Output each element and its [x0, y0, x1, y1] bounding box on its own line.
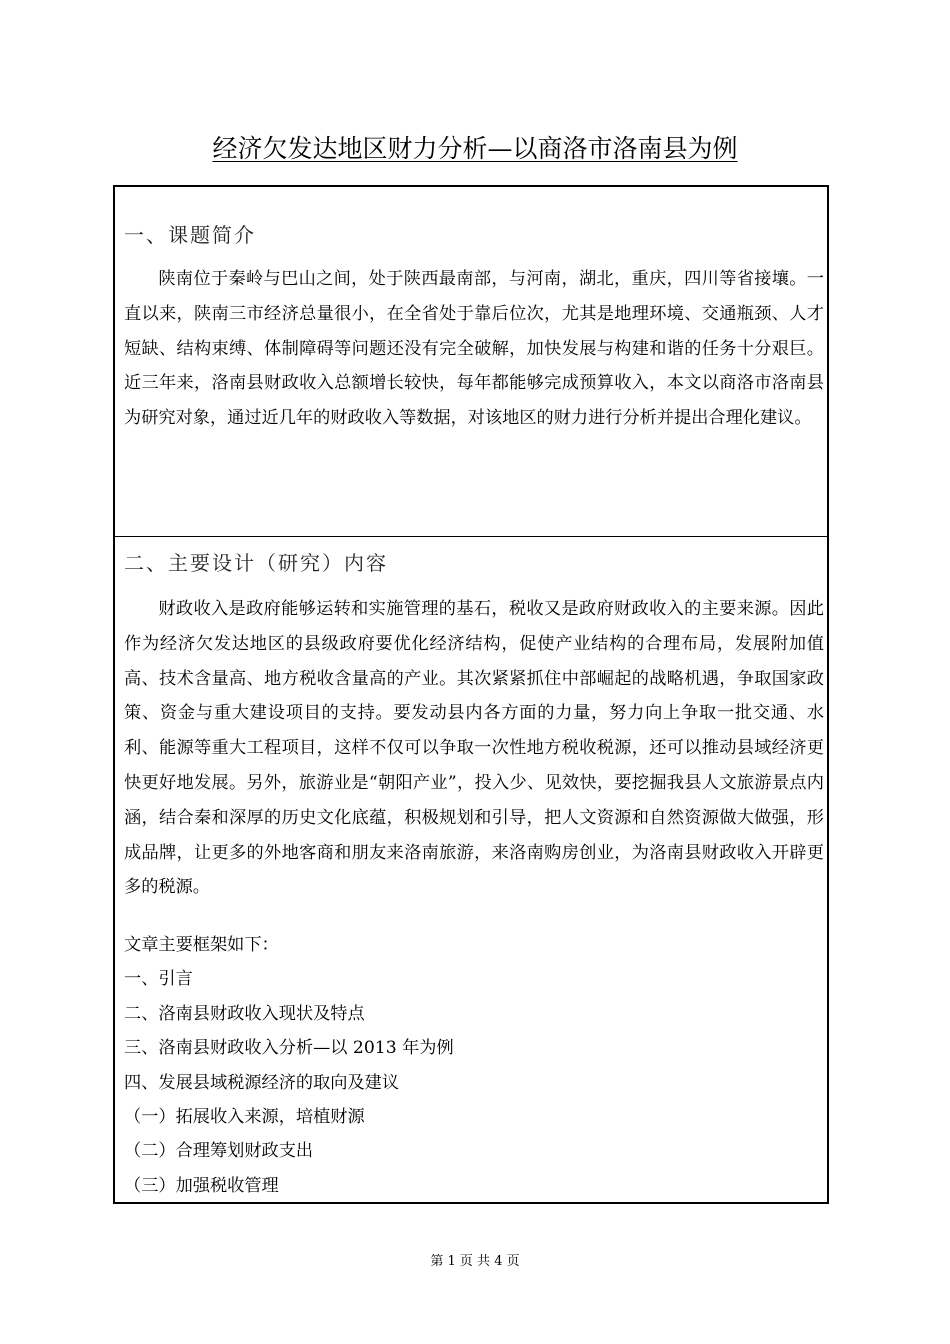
section-2-heading: 二、主要设计（研究）内容 [124, 551, 388, 575]
section-1-paragraph: 陕南位于秦岭与巴山之间，处于陕西最南部，与河南，湖北，重庆，四川等省接壤。一直以来，陕南三市经济总量很小，在全省处于靠后位次，尤其是地理环境、交通瓶颈、人才短缺、结构束缚、体制障碍等问题还没有完全破解，加快发展与构建和谐的任务十分艰巨。近三年来，洛南县财政收入总额增长较快，每年都能够完成预算收入，本文以商洛市洛南县为研究对象，通过近几年的财政收入等数据，对该地区的财力进行分析并提出合理化建议。 [124, 269, 824, 429]
page-number: 第 1 页 共 4 页 [430, 1254, 520, 1269]
outline-list [124, 928, 824, 1203]
outline-item: 四、发展县域税源经济的取向及建议 [124, 1072, 400, 1093]
outline-item: 二、洛南县财政收入现状及特点 [124, 1003, 365, 1024]
outline-item: 三、洛南县财政收入分析—以 2013 年为例 [124, 1038, 454, 1059]
outline-item: 一、引言 [124, 969, 193, 990]
outline-intro: 文章主要框架如下： [124, 935, 279, 955]
outline-subitem: （三）加强税收管理 [124, 1175, 279, 1196]
section-1-heading: 一、课题简介 [124, 223, 256, 247]
outline-subitem: （一）拓展收入来源，培植财源 [124, 1107, 365, 1128]
document-title [0, 131, 950, 167]
document-title-text: 经济欠发达地区财力分析—以商洛市洛南县为例 [212, 134, 738, 163]
section-2-paragraph: 财政收入是政府能够运转和实施管理的基石，税收又是政府财政收入的主要来源。因此作为经济欠发达地区的县级政府要优化经济结构，促使产业结构的合理布局，发展附加值高、技术含量高、地方税收含量高的产业。其次紧紧抓住中部崛起的战略机遇，争取国家政策、资金与重大建设项目的支持。要发动县内各方面的力量，努力向上争取一批交通、水利、能源等重大工程项目，这样不仅可以争取一次性地方税收税源，还可以推动县域经济更快更好地发展。另外，旅游业是“朝阳产业”，投入少、见效快，要挖掘我县人文旅游景点内涵，结合秦和深厚的历史文化底蕴，积极规划和引导，把人文资源和自然资源做大做强，形成品牌，让更多的外地客商和朋友来洛南旅游，来洛南购房创业，为洛南县财政收入开辟更多的税源。 [124, 599, 824, 898]
outline-subitem: （二）合理筹划财政支出 [124, 1141, 314, 1162]
section-divider [113, 536, 829, 537]
